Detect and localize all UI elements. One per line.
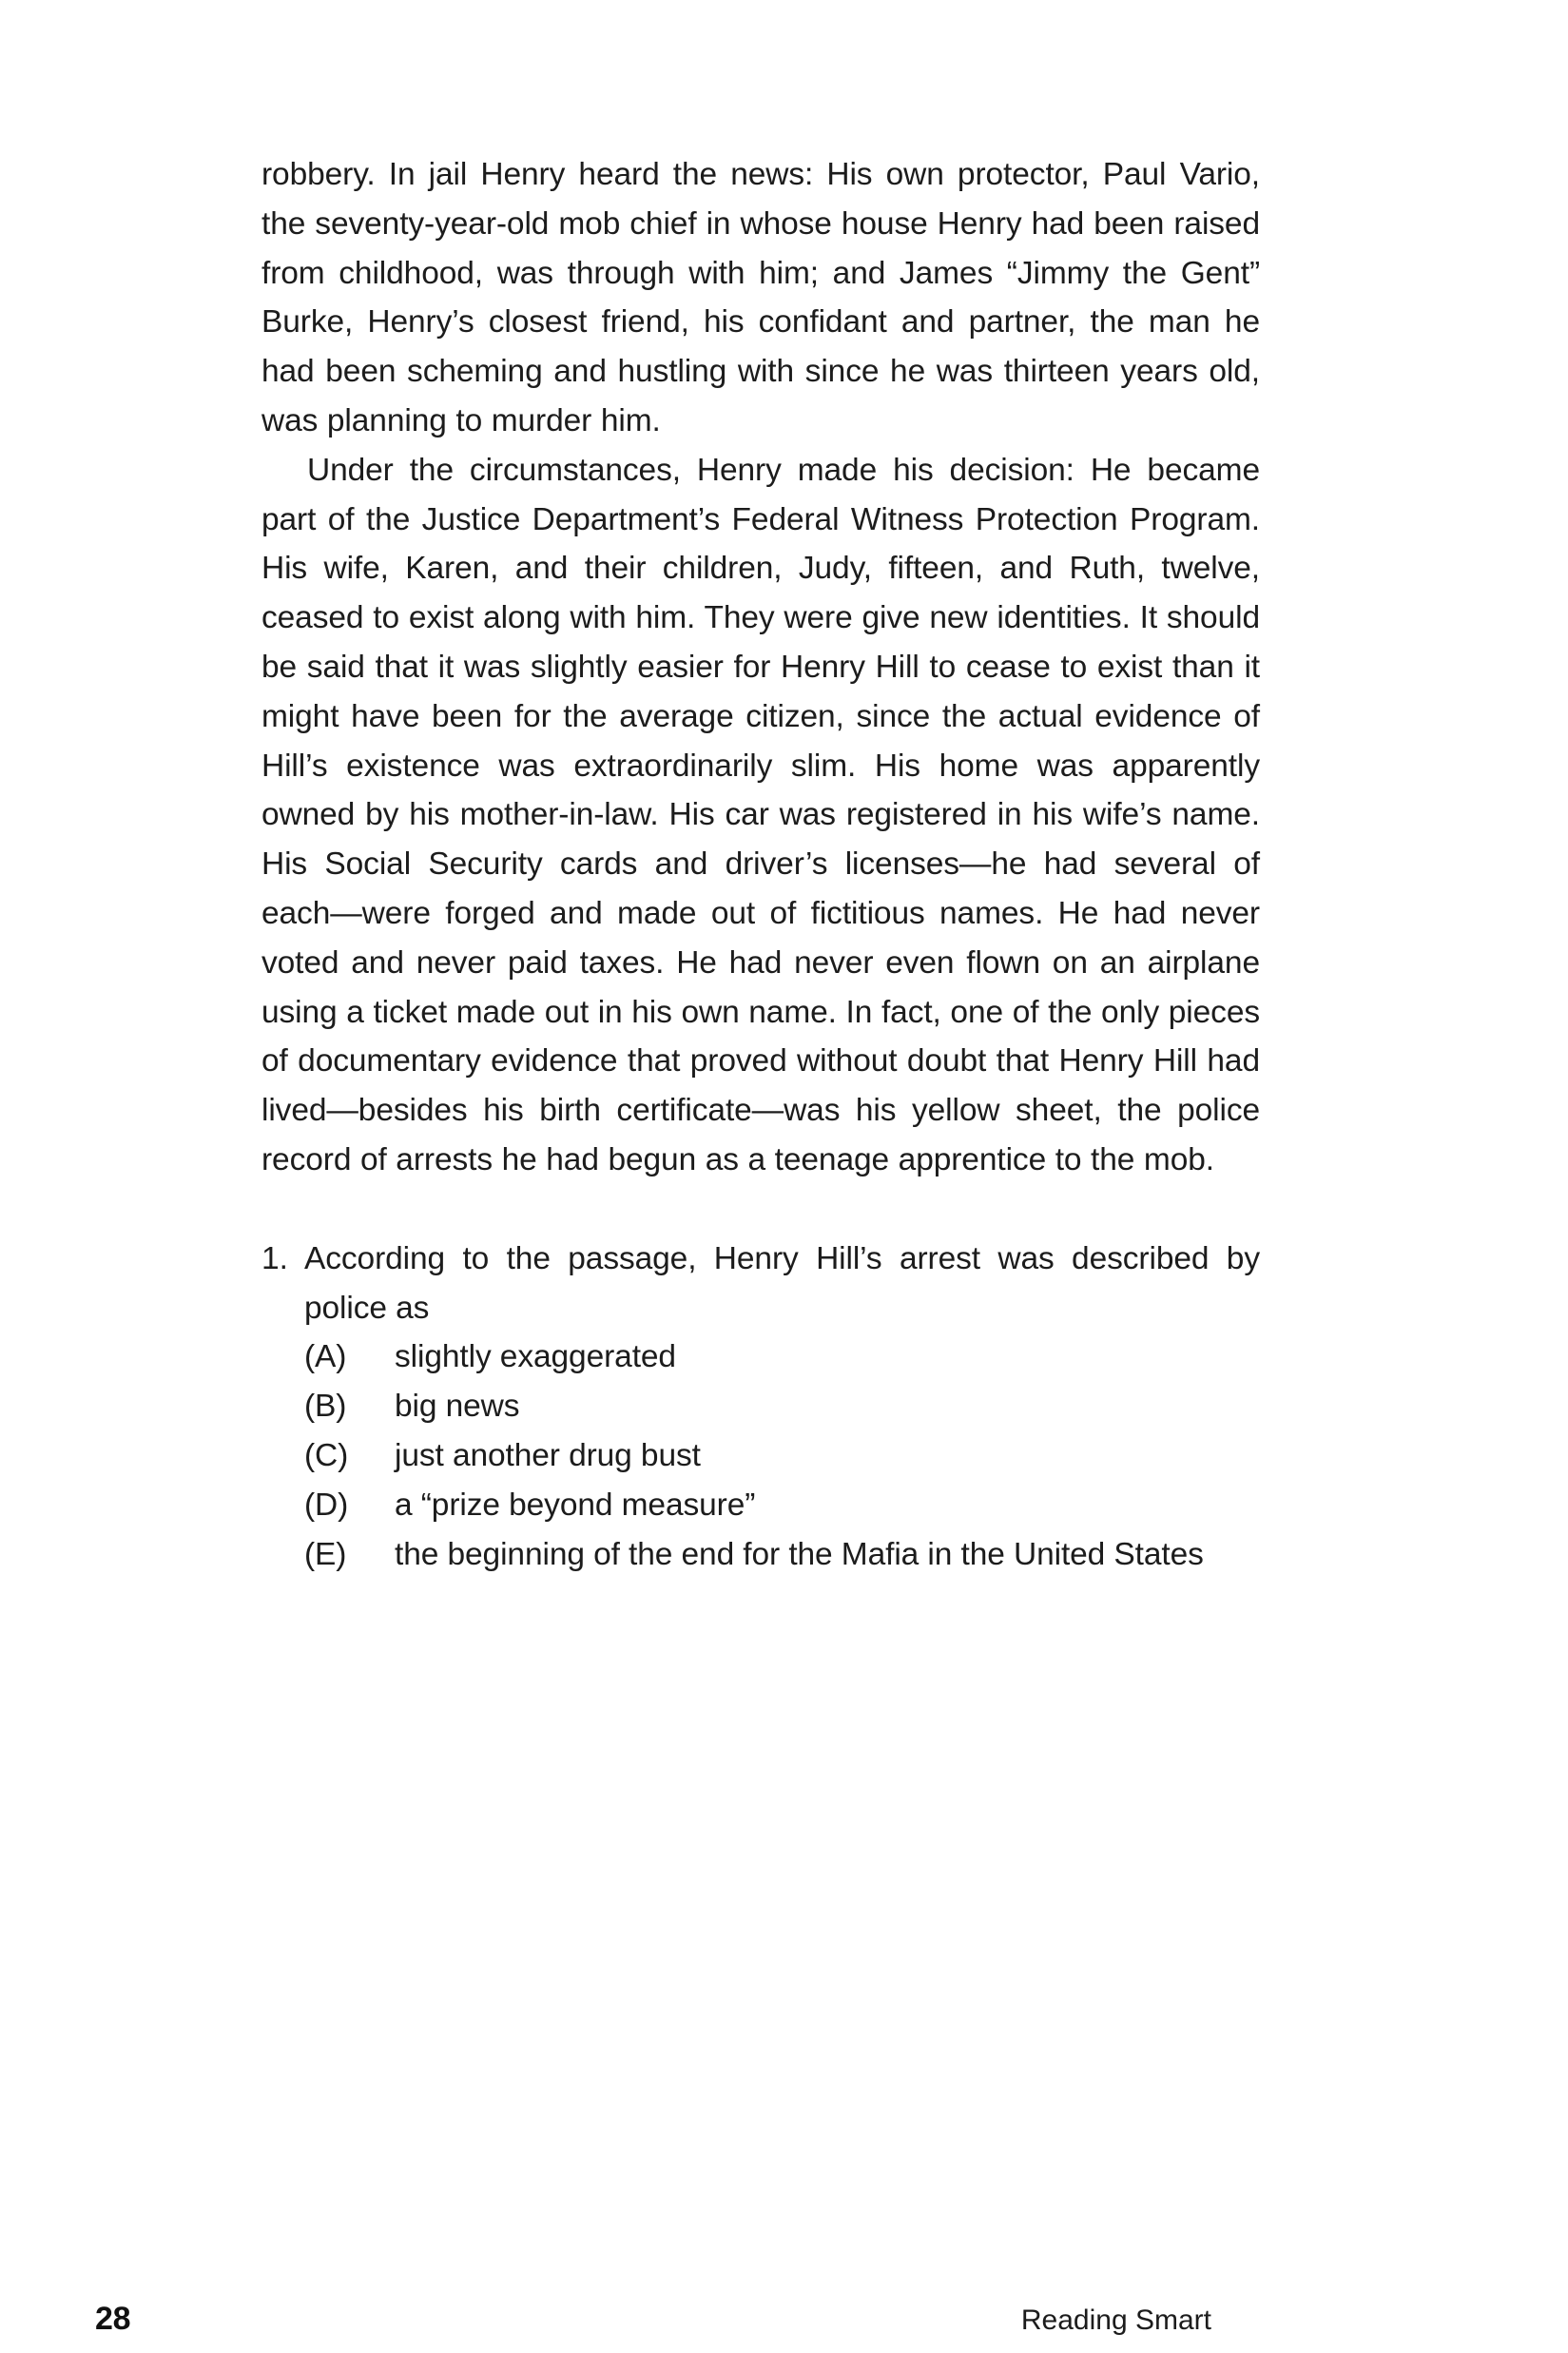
passage-paragraph-2: Under the circumstances, Henry made his decision: He became part of the Justice Department’s Federal Witness Protection Program. His wife, Karen, and their children, Judy, fifteen, and Ruth, twelve, ceased to exist along with him. They were give new identities. It should be said that it was slightly easier for Henry Hill to cease to exist than it might have been for the average citizen, since the actual evidence of Hill’s existence was extraordinarily slim. His home was apparently owned by his mother-in-law. His car was registered in his wife’s name. His Social Security cards and driver’s licenses—he had several of each—were forged and made out of fictitious names. He had never voted and never paid taxes. He had never even flown on an airplane using a ticket made out in his own name. In fact, one of the only pieces of documentary evidence that proved without doubt that Henry Hill had lived—besides his birth certificate—was his yellow sheet, the police record of arrests he had begun as a teenage apprentice to the mob. [261, 452, 1260, 1177]
answer-choice-letter-a: (A) [304, 1339, 347, 1375]
answer-choice-text-c: just another drug bust [395, 1437, 701, 1473]
page-footer [95, 2144, 1473, 2353]
passage-body [261, 150, 1260, 1185]
answer-choice-text-b: big news [395, 1389, 520, 1425]
question-number: 1. [261, 1240, 288, 1276]
question-stem: According to the passage, Henry Hill’s arrest was described by police as [304, 1240, 1260, 1326]
footer-book-title: Reading Smart [1020, 2304, 1211, 2336]
passage-paragraph-1: robbery. In jail Henry heard the news: His own protector, Paul Vario, the seventy-year-old mob chief in whose house Henry had been raised from childhood, was through with him; and James “Jimmy the Gent” Burke, Henry’s closest friend, his confidant and partner, the man he had been scheming and hustling with since he was thirteen years old, was planning to murder him. [261, 157, 1260, 438]
answer-choice-e[interactable] [304, 1530, 1260, 1580]
answer-choices [304, 1332, 1260, 1579]
answer-choice-letter-e: (E) [304, 1536, 347, 1572]
questions-section [261, 1235, 1260, 1580]
answer-choice-text-e: the beginning of the end for the Mafia in the United States [395, 1536, 1204, 1572]
answer-choice-d[interactable] [304, 1481, 1260, 1530]
answer-choice-letter-d: (D) [304, 1487, 349, 1523]
answer-choice-a[interactable] [304, 1332, 1260, 1382]
answer-choice-text-a: slightly exaggerated [395, 1339, 676, 1375]
content-column [261, 150, 1260, 1579]
page-number: 28 [95, 2301, 131, 2337]
answer-choice-c[interactable] [304, 1431, 1260, 1481]
answer-choice-letter-b: (B) [304, 1389, 347, 1425]
answer-choice-b[interactable] [304, 1382, 1260, 1431]
answer-choice-text-d: a “prize beyond measure” [395, 1487, 756, 1523]
answer-choice-letter-c: (C) [304, 1437, 349, 1473]
question-1 [261, 1235, 1260, 1580]
